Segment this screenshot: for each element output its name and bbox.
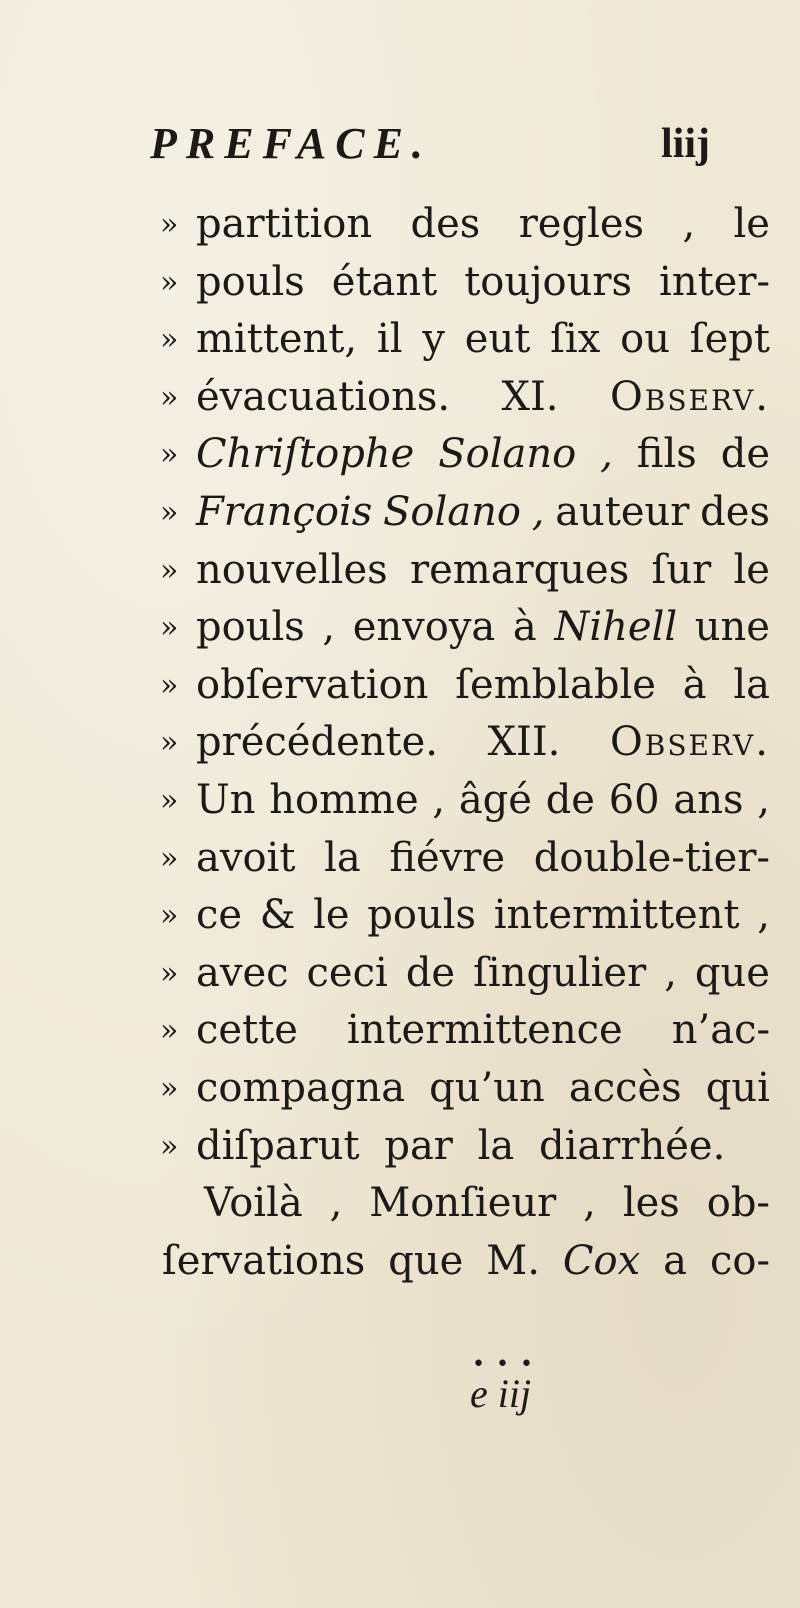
word: M. [486, 1237, 540, 1284]
word-small-caps: Observ. [609, 373, 770, 420]
guillemet-mark: » [160, 955, 179, 991]
word: , [664, 949, 677, 996]
signature-text: e iij [470, 1371, 532, 1416]
word: fiévre [389, 834, 506, 881]
word: par [384, 1122, 453, 1169]
line-words [162, 1233, 770, 1291]
word: pouls [367, 892, 477, 939]
text-line [0, 1175, 800, 1233]
word-italic: , [600, 431, 613, 478]
guillemet-mark: » [160, 437, 179, 473]
word: ſur [651, 546, 712, 593]
word: intermittent [493, 892, 740, 939]
guillemet-mark: » [160, 898, 179, 934]
text-line [0, 542, 800, 600]
word: accès [568, 1064, 682, 1111]
line-words [196, 254, 770, 312]
word: la [477, 1122, 515, 1169]
word: des [410, 201, 481, 247]
line-words [204, 1175, 770, 1233]
word: qu’un [429, 1064, 545, 1111]
signature-mark [0, 1352, 800, 1442]
word-small-caps: Observ. [609, 719, 770, 766]
word: la [324, 834, 361, 881]
line-words [196, 1118, 770, 1176]
word: auteur [555, 488, 690, 535]
word: Monſieur [369, 1180, 557, 1227]
word: le [733, 546, 770, 593]
word: que [388, 1237, 464, 1284]
guillemet-mark: » [160, 725, 179, 761]
word: y [422, 316, 445, 363]
word: pouls [196, 604, 305, 651]
guillemet-mark: » [160, 207, 179, 242]
line-words [196, 1060, 770, 1118]
word: nouvelles [196, 546, 388, 593]
guillemet-mark: » [160, 264, 179, 300]
text-line [0, 196, 800, 254]
word-italic: François [196, 488, 373, 535]
word: à [512, 604, 537, 651]
word: ob- [706, 1180, 770, 1227]
guillemet-mark: » [160, 494, 179, 530]
word: ſemblable [455, 661, 656, 708]
line-words [196, 1002, 770, 1060]
word: la [733, 661, 770, 708]
word: XII. [487, 719, 561, 766]
word: , [757, 776, 770, 823]
text-line [0, 945, 800, 1003]
word: de [405, 949, 456, 996]
word: ce [196, 892, 243, 939]
page-number: liij [661, 121, 710, 167]
line-words [196, 196, 770, 254]
word: de [545, 776, 595, 823]
word: n’ac- [671, 1007, 770, 1054]
word: des [700, 488, 770, 535]
word-italic: Chriſtophe [196, 431, 415, 478]
word: compagna [196, 1064, 406, 1111]
guillemet-mark: » [160, 1128, 179, 1164]
word: regles [518, 201, 645, 247]
word: ou [620, 316, 670, 363]
line-words [196, 887, 770, 945]
guillemet-mark: » [160, 552, 179, 588]
word: inter- [659, 258, 770, 305]
word: double-tier- [533, 834, 770, 881]
guillemet-mark: » [160, 379, 179, 415]
word: mittent, [196, 316, 358, 363]
word: précédente. [196, 719, 438, 766]
word: toujours [464, 258, 633, 305]
word: XI. [501, 373, 559, 420]
line-words [196, 772, 770, 830]
guillemet-mark: » [160, 1070, 179, 1106]
word: & [259, 892, 296, 939]
word: âgé [458, 776, 532, 823]
word: homme [269, 776, 419, 823]
text-line [0, 599, 800, 657]
text-line [0, 830, 800, 888]
line-words [196, 311, 770, 369]
word: cette [196, 1007, 298, 1054]
word: ſept [689, 316, 770, 363]
line-words [196, 484, 770, 542]
word: , [432, 776, 446, 823]
word: , [322, 604, 336, 651]
word: avec [196, 949, 289, 996]
word: les [622, 1180, 680, 1227]
word: une [694, 604, 770, 651]
word: ſix [550, 316, 601, 363]
line-words [196, 657, 770, 715]
word: Voilà [204, 1180, 303, 1227]
word: a [663, 1237, 687, 1284]
text-line [0, 1002, 800, 1060]
word: diſparut [196, 1122, 360, 1169]
guillemet-mark: » [160, 610, 179, 646]
word: , [583, 1180, 596, 1227]
word: que [694, 949, 770, 996]
line-words [196, 542, 770, 600]
body-text [0, 196, 800, 1290]
word: avoit [196, 834, 296, 881]
text-line [0, 714, 800, 772]
text-line [0, 484, 800, 542]
word: , [329, 1180, 343, 1227]
text-line [0, 369, 800, 427]
word: co- [709, 1237, 770, 1284]
word: de [720, 431, 770, 478]
signature-dots: • • • [472, 1352, 535, 1377]
guillemet-mark: » [160, 1013, 179, 1049]
word-italic: Solano [383, 488, 521, 535]
page-title: PREFACE. [150, 119, 432, 168]
word: intermittence [346, 1007, 623, 1054]
word: ſervations [162, 1237, 366, 1284]
word: le [733, 201, 770, 247]
line-words [196, 599, 770, 657]
word: , [757, 892, 770, 939]
word: à [682, 661, 707, 708]
line-words [196, 426, 770, 484]
word: ceci [306, 949, 388, 996]
text-line [0, 772, 800, 830]
text-line [0, 1060, 800, 1118]
word: pouls [196, 258, 305, 305]
word: eut [464, 316, 531, 363]
text-line [0, 426, 800, 484]
guillemet-mark: » [160, 667, 179, 703]
word: évacuations. [196, 373, 451, 420]
guillemet-mark: » [160, 782, 179, 818]
word: ſingulier [473, 949, 647, 996]
word: obſervation [196, 661, 429, 708]
line-words [196, 369, 770, 427]
word: il [376, 316, 403, 363]
word: 60 [608, 776, 660, 823]
guillemet-mark: » [160, 840, 179, 876]
word: envoya [352, 604, 496, 651]
text-line [0, 1118, 800, 1176]
guillemet-mark: » [160, 322, 179, 358]
text-line [0, 1233, 800, 1291]
text-line [0, 254, 800, 312]
line-words [196, 830, 770, 888]
word: qui [705, 1064, 770, 1111]
word: partition [196, 201, 373, 247]
word: le [313, 892, 350, 939]
text-line [0, 311, 800, 369]
word: ans [673, 776, 744, 823]
word: remarques [409, 546, 630, 593]
word: diarrhée. [539, 1122, 726, 1169]
word-italic: Nihell [554, 604, 678, 651]
word: Un [196, 776, 256, 823]
word-italic: , [531, 488, 545, 535]
word-italic: Cox [562, 1237, 641, 1284]
word: , [682, 201, 696, 247]
line-words [196, 714, 770, 772]
line-words [196, 945, 770, 1003]
running-head [150, 118, 710, 188]
word: étant [331, 258, 438, 305]
text-line [0, 887, 800, 945]
word-italic: Solano [438, 431, 577, 478]
word: fils [636, 431, 697, 478]
text-line [0, 657, 800, 715]
